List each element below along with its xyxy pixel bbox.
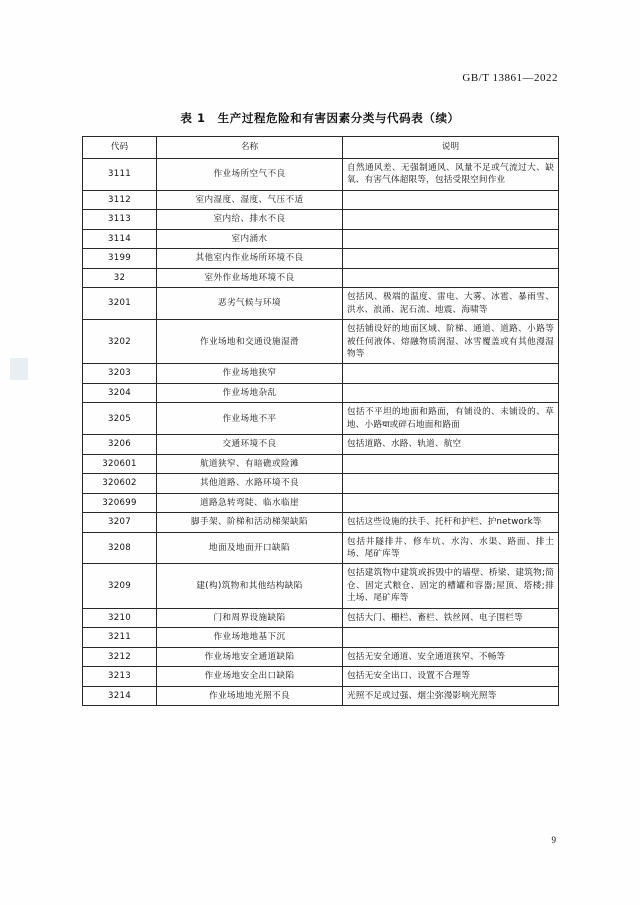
code-table xyxy=(82,136,559,706)
cell-description: 光照不足或过强、烟尘弥漫影响光照等 xyxy=(343,686,559,705)
cell-description: 包括道路、水路、轨道、航空 xyxy=(343,435,559,454)
page-number: 9 xyxy=(551,835,556,845)
table-body xyxy=(83,159,559,706)
cell-code: 320699 xyxy=(83,493,157,512)
cell-name: 室外作业场地环境不良 xyxy=(157,268,343,287)
cell-description xyxy=(343,493,559,512)
cell-code: 3211 xyxy=(83,628,157,647)
table-row xyxy=(83,320,559,364)
cell-name: 脚手架、阶梯和活动梯架缺陷 xyxy=(157,513,343,532)
table-row xyxy=(83,210,559,229)
table-row xyxy=(83,249,559,268)
cell-name: 室内给、排水不良 xyxy=(157,210,343,229)
table-row xyxy=(83,532,559,564)
cell-name: 道路急转弯陡、临水临崖 xyxy=(157,493,343,512)
cell-description: 包括无安全出口、设置不合理等 xyxy=(343,667,559,686)
table-row xyxy=(83,564,559,608)
cell-description: 自然通风差、无强制通风、风量不足或气流过大、缺氧、有害气体超限等，包括受限空间作业 xyxy=(343,159,559,191)
cell-code: 3204 xyxy=(83,383,157,402)
cell-code: 3208 xyxy=(83,532,157,564)
cell-description xyxy=(343,383,559,402)
table-row xyxy=(83,454,559,473)
cell-description: 包括无安全通道、安全通道狭窄、不畅等 xyxy=(343,647,559,666)
page-edge-mark xyxy=(10,358,28,380)
table-row xyxy=(83,403,559,435)
cell-name: 作业场地和交通设施湿滑 xyxy=(157,320,343,364)
table-row xyxy=(83,288,559,320)
cell-name: 作业场所空气不良 xyxy=(157,159,343,191)
cell-code: 3214 xyxy=(83,686,157,705)
cell-description: 包括铺设好的地面区域、阶梯、通道、道路、小路等被任何液体、熔融物质润湿、冰雪覆盖或有其他漫湿物等 xyxy=(343,320,559,364)
cell-name: 室内湿度、湿度、气压不适 xyxy=(157,190,343,209)
cell-code: 3202 xyxy=(83,320,157,364)
cell-description xyxy=(343,454,559,473)
column-header-name: 名称 xyxy=(157,137,343,159)
cell-name: 其他室内作业场所环境不良 xyxy=(157,249,343,268)
cell-code: 3114 xyxy=(83,229,157,248)
cell-code: 3205 xyxy=(83,403,157,435)
cell-description xyxy=(343,210,559,229)
cell-name: 作业场地地基下沉 xyxy=(157,628,343,647)
cell-name: 作业场地狭窄 xyxy=(157,364,343,383)
cell-code: 3203 xyxy=(83,364,157,383)
standard-code-header: GB/T 13861—2022 xyxy=(462,72,558,84)
column-header-desc: 说明 xyxy=(343,137,559,159)
table-row xyxy=(83,383,559,402)
table-row xyxy=(83,474,559,493)
table-caption-text: 生产过程危险和有害因素分类与代码表（续） xyxy=(217,111,460,125)
table-title xyxy=(0,110,640,126)
cell-code: 3209 xyxy=(83,564,157,608)
cell-description xyxy=(343,249,559,268)
cell-description: 包括建筑物中建筑或拆毁中的墙壁、桥梁、建筑物;简仓、固定式粮仓、固定的槽罐和容器;屋顶、塔楼;排土场、尾矿库等 xyxy=(343,564,559,608)
cell-name: 作业场地地光照不良 xyxy=(157,686,343,705)
cell-description: 包括不平坦的地面和路面，有铺设的、未铺设的、草地、小路या或碎石地面和路面 xyxy=(343,403,559,435)
table-row xyxy=(83,159,559,191)
cell-code: 3210 xyxy=(83,608,157,627)
cell-description: 包括大门、栅栏、畜栏、铁丝网、电子围栏等 xyxy=(343,608,559,627)
cell-code: 3201 xyxy=(83,288,157,320)
column-header-code: 代码 xyxy=(83,137,157,159)
cell-code: 3113 xyxy=(83,210,157,229)
table-row xyxy=(83,667,559,686)
cell-name: 门和周界设施缺陷 xyxy=(157,608,343,627)
cell-description: 包括这些设施的扶手、托杆和护栏、护network等 xyxy=(343,513,559,532)
cell-code: 320602 xyxy=(83,474,157,493)
table-row xyxy=(83,493,559,512)
cell-name: 室内涌水 xyxy=(157,229,343,248)
cell-name: 作业场地杂乱 xyxy=(157,383,343,402)
cell-description: 包括井隧排井、修车坑、水沟、水渠、路面、排土场、尾矿库等 xyxy=(343,532,559,564)
table-row xyxy=(83,268,559,287)
table-row xyxy=(83,686,559,705)
cell-description xyxy=(343,628,559,647)
cell-description xyxy=(343,364,559,383)
table-header-row xyxy=(83,137,559,159)
table-row xyxy=(83,608,559,627)
table-row xyxy=(83,229,559,248)
cell-name: 地面及地面开口缺陷 xyxy=(157,532,343,564)
cell-code: 3111 xyxy=(83,159,157,191)
cell-name: 交通环境不良 xyxy=(157,435,343,454)
cell-code: 320601 xyxy=(83,454,157,473)
cell-name: 作业场地不平 xyxy=(157,403,343,435)
cell-description: 包括风、极端的温度、雷电、大雾、冰雹、暴雨雪、洪水、浪涌、泥石流、地震、海啸等 xyxy=(343,288,559,320)
cell-code: 3212 xyxy=(83,647,157,666)
cell-description xyxy=(343,268,559,287)
cell-code: 3206 xyxy=(83,435,157,454)
cell-description xyxy=(343,190,559,209)
table-row xyxy=(83,190,559,209)
table-row xyxy=(83,513,559,532)
code-table-container xyxy=(82,136,558,706)
cell-name: 其他道路、水路环境不良 xyxy=(157,474,343,493)
cell-code: 32 xyxy=(83,268,157,287)
cell-code: 3213 xyxy=(83,667,157,686)
table-number: 表 1 xyxy=(180,111,206,125)
cell-description xyxy=(343,229,559,248)
cell-code: 3207 xyxy=(83,513,157,532)
table-row xyxy=(83,647,559,666)
table-row xyxy=(83,435,559,454)
cell-name: 建(构)筑物和其他结构缺陷 xyxy=(157,564,343,608)
cell-description xyxy=(343,474,559,493)
cell-name: 作业场地安全出口缺陷 xyxy=(157,667,343,686)
table-row xyxy=(83,628,559,647)
cell-code: 3199 xyxy=(83,249,157,268)
table-row xyxy=(83,364,559,383)
cell-name: 作业场地安全通道缺陷 xyxy=(157,647,343,666)
cell-name: 航道狭窄、有暗礁或险滩 xyxy=(157,454,343,473)
cell-code: 3112 xyxy=(83,190,157,209)
cell-name: 恶劣气候与环境 xyxy=(157,288,343,320)
